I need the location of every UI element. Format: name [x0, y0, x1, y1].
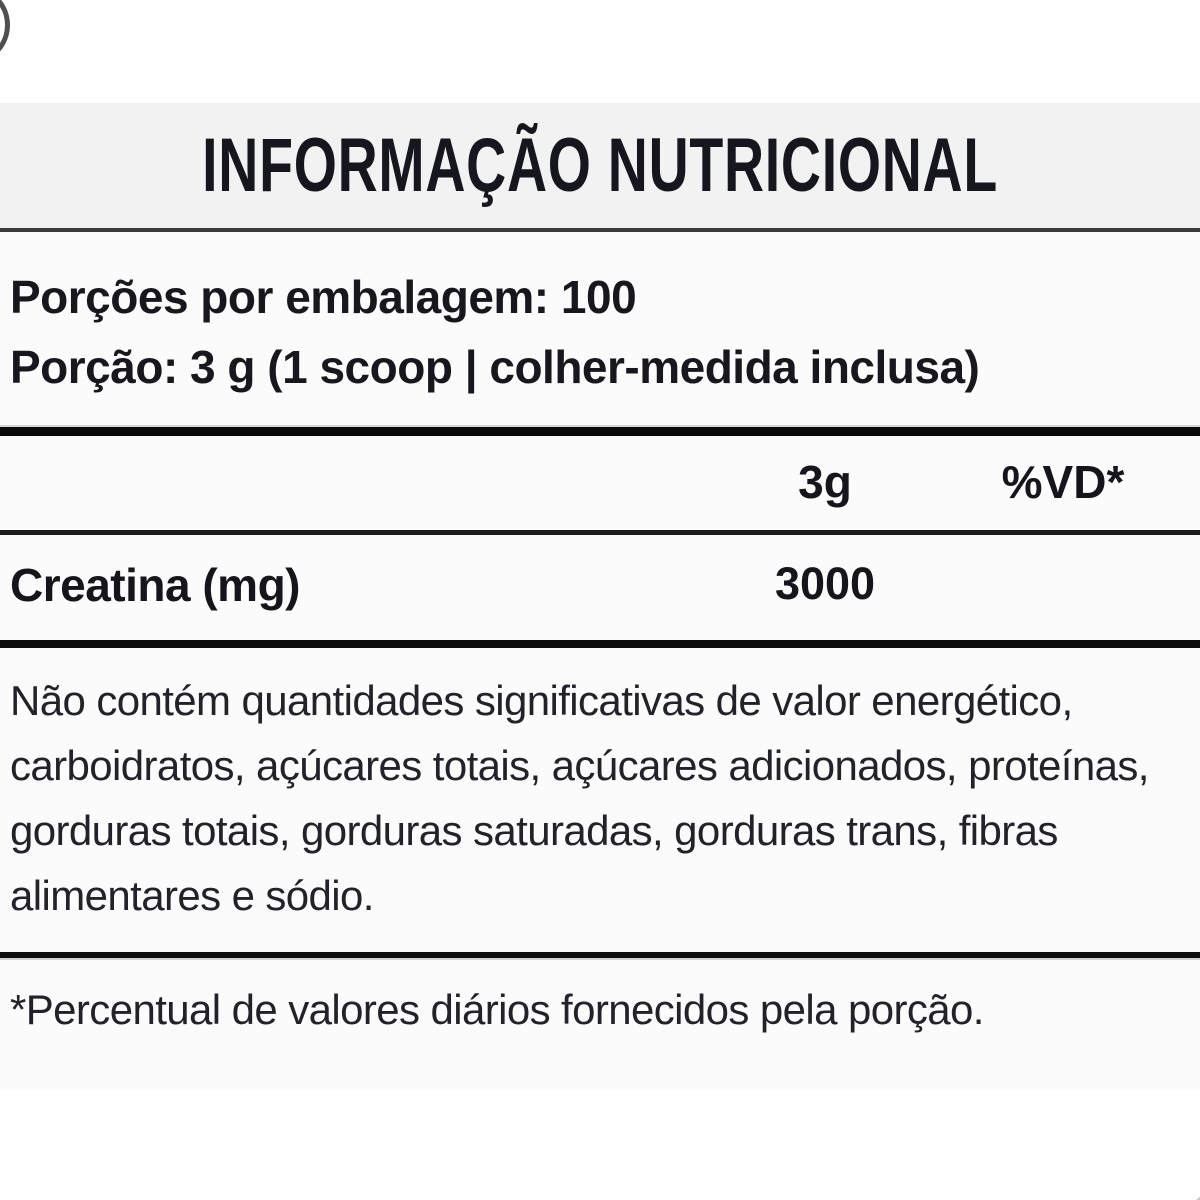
- card-corner-top-left: [0, 0, 10, 65]
- daily-values-footnote: *Percentual de valores diários fornecidos pela porção.: [10, 986, 984, 1033]
- divider-under-column-headers: [0, 530, 1200, 535]
- heavy-divider-top-of-table: [0, 425, 1200, 436]
- note-line-4: alimentares e sódio.: [10, 872, 374, 919]
- servings-block: [10, 262, 979, 402]
- note-line-3: gorduras totais, gorduras saturadas, gorduras trans, fibras: [10, 807, 1058, 854]
- nutrient-amount: 3000: [774, 558, 876, 609]
- nutrient-name: Creatina (mg): [10, 559, 300, 611]
- heavy-divider-under-table: [0, 640, 1200, 648]
- heavy-divider-above-footnote: [0, 952, 1200, 960]
- portion-size-text: Porção: 3 g (1 scoop | colher-medida inclusa): [10, 341, 980, 393]
- title-band: [0, 103, 1200, 228]
- insignificant-amounts-note: [10, 668, 1149, 928]
- column-header-amount-per-serving: 3g: [798, 456, 852, 508]
- note-line-1: Não contém quantidades significativas de valor energético,: [10, 677, 1073, 724]
- label-title: INFORMAÇÃO NUTRICIONAL: [202, 123, 998, 208]
- note-line-2: carboidratos, açúcares totais, açúcares adicionados, proteínas,: [10, 742, 1149, 789]
- column-header-daily-value: %VD*: [1001, 456, 1125, 508]
- divider-under-title: [0, 228, 1200, 232]
- card-corner-bottom-right: [1185, 1185, 1200, 1200]
- servings-per-package-text: Porções por embalagem: 100: [10, 271, 637, 323]
